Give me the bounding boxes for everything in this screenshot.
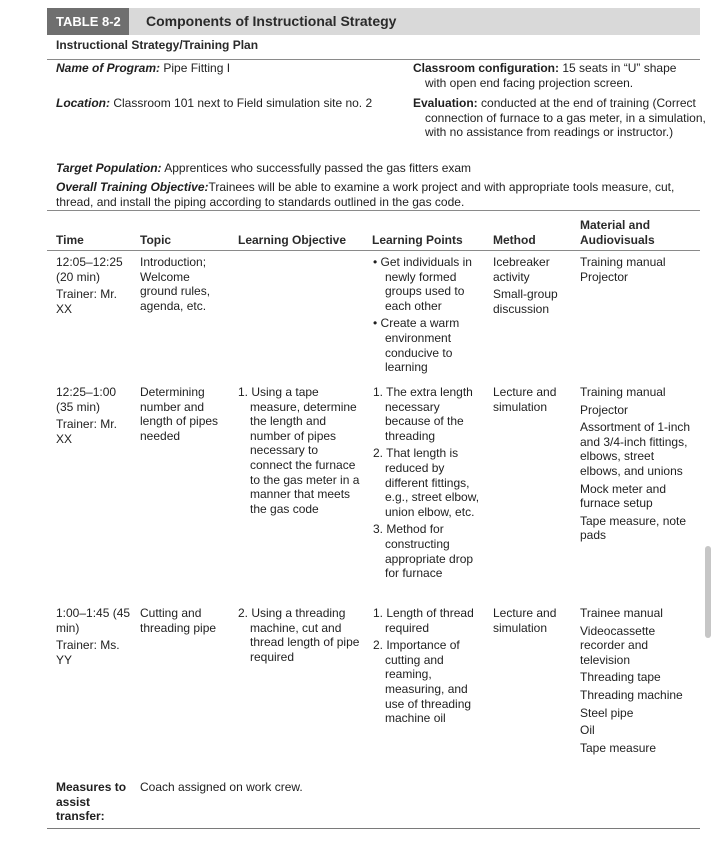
divider <box>47 59 700 60</box>
header-topic: Topic <box>140 233 172 247</box>
table-bottom-rule <box>47 828 700 829</box>
table-row-2-method: Lecture and simulation <box>493 385 557 414</box>
table-row-3-points: 1. Length of thread required 2. Importance of cutting and reaming, measuring, and use of threading machine oil <box>373 606 474 726</box>
table-row-1-time: 12:05–12:25 (20 min) Trainer: Mr. XX <box>56 255 123 316</box>
classroom-configuration: Classroom configuration: 15 seats in “U” shape with open end facing projection screen. <box>413 61 677 90</box>
table-row-1-points: • Get individuals in newly formed groups used to each other • Create a warm environment conducive to learning <box>373 255 472 375</box>
evaluation: Evaluation: conducted at the end of training (Correct connection of furnace to a gas meter, in a simulation, with no assistance from readings or instructor.) <box>413 96 706 140</box>
scrollbar-thumb[interactable] <box>705 546 711 638</box>
divider <box>47 250 700 251</box>
location: Location: Classroom 101 next to Field simulation site no. 2 <box>56 96 373 110</box>
transfer-label: Measures to assist transfer: <box>56 780 127 824</box>
table-row-1-method: Icebreaker activity Small-group discussion <box>493 255 558 316</box>
table-row-2-objective: 1. Using a tape measure, determine the length and number of pipes necessary to connect the furnace to the gas meter in a manner that meets the gas code <box>238 385 360 516</box>
table-number: TABLE 8-2 <box>47 8 129 35</box>
program-name: Name of Program: Pipe Fitting I <box>56 61 231 75</box>
table-row-1-topic: Introduction; Welcome ground rules, agenda, etc. <box>140 255 211 313</box>
divider <box>47 210 700 211</box>
header-learning-points: Learning Points <box>372 233 463 247</box>
overall-objective: Overall Training Objective:Trainees will be able to examine a work project and with appropriate tools measure, cut, thread, and install the piping according to standards outlined in the gas code. <box>56 180 675 209</box>
table-subtitle: Instructional Strategy/Training Plan <box>56 38 259 52</box>
table-row-2-materials: Training manual Projector Assortment of 1-inch and 3/4-inch fittings, elbows, street elbows, and unions Mock meter and furnace setup Tape measure, note pads <box>580 385 691 543</box>
table-row-3-method: Lecture and simulation <box>493 606 557 635</box>
header-learning-objective: Learning Objective <box>238 233 347 247</box>
table-title: Components of Instructional Strategy <box>146 13 397 29</box>
header-time: Time <box>56 233 84 247</box>
target-population: Target Population: Apprentices who successfully passed the gas fitters exam <box>56 161 472 175</box>
table-row-3-time: 1:00–1:45 (45 min) Trainer: Ms. YY <box>56 606 131 667</box>
table-row-1-materials: Training manual Projector <box>580 255 666 284</box>
header-method: Method <box>493 233 536 247</box>
table-row-3-topic: Cutting and threading pipe <box>140 606 217 635</box>
table-row-2-time: 12:25–1:00 (35 min) Trainer: Mr. XX <box>56 385 117 446</box>
table-row-2-points: 1. The extra length necessary because of the threading 2. That length is reduced by different fittings, e.g., street elbow, union elbow, etc. 3. Method for constructing appropriate drop for furnace <box>373 385 480 581</box>
table-row-3-materials: Trainee manual Videocassette recorder and television Threading tape Threading machine Steel pipe Oil Tape measure <box>580 606 683 755</box>
table-row-3-objective: 2. Using a threading machine, cut and thread length of pipe required <box>238 606 360 664</box>
transfer-value: Coach assigned on work crew. <box>140 780 303 794</box>
header-materials: Material and Audiovisuals <box>580 218 655 247</box>
table-row-2-topic: Determining number and length of pipes needed <box>140 385 219 443</box>
